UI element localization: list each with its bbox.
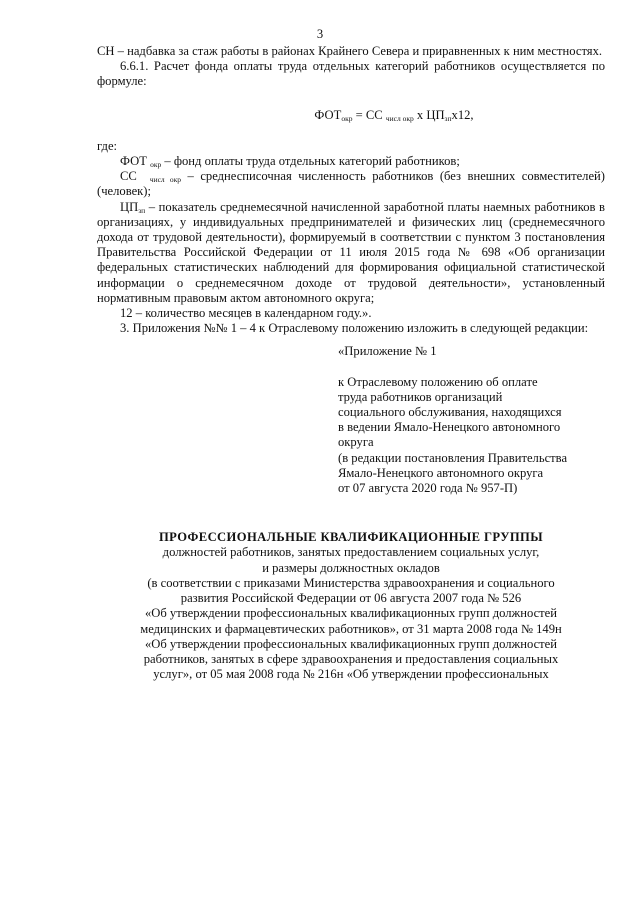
title-line: медицинских и фармацевтических работников», от 31 марта 2008 года № 149н [140,621,562,636]
title-line: развития Российской Федерации от 06 августа 2007 года № 526 [180,591,522,606]
formula-czp: ЦП [426,107,445,122]
def-fot-symbol: ФОТ [120,154,147,169]
section-title [97,530,605,682]
def-ss-sub: числ окр [149,175,182,185]
document-body [97,44,605,682]
annex-head: «Приложение № 1 [338,344,437,359]
annex-line: к Отраслевому положению об оплате [338,374,538,389]
formula-eq: = [352,107,366,122]
annex-line: труда работников организаций [338,389,503,404]
formula-tail: х12, [451,107,474,122]
title-line: (в соответствии с приказами Министерства здравоохранения и социального [147,575,555,590]
annex-line: (в редакции постановления Правительства [338,450,568,465]
def-fot-text: – фонд оплаты труда отдельных категорий работников; [161,154,460,169]
annex-line: от 07 августа 2020 года № 957-П) [338,481,518,496]
formula-czp-sub: зп [444,113,452,123]
def-czp-symbol: ЦП [120,199,139,214]
annex-line: в ведении Ямало-Ненецкого автономного [338,420,561,435]
annex-line: Ямало-Ненецкого автономного округа [338,465,544,480]
title-heading: ПРОФЕССИОНАЛЬНЫЕ КВАЛИФИКАЦИОННЫЕ ГРУППЫ [158,530,543,545]
title-line: услуг», от 05 мая 2008 года № 216н «Об утверждении профессиональных [153,667,549,682]
paragraph-months: 12 – количество месяцев в календарном году.». [120,306,372,321]
def-fot-sub: окр [150,160,162,170]
title-line: работников, занятых в сфере здравоохранения и предоставления социальных [143,651,559,666]
paragraph-where: где: [97,138,118,153]
page-number: 3 [316,27,324,41]
def-ss-symbol: СС [120,169,137,184]
formula-fot-sub: окр [341,113,353,123]
title-line: «Об утверждении профессиональных квалификационных групп должностей [144,606,558,621]
def-czp-sub: зп [138,205,146,215]
formula [97,108,605,123]
paragraph-sn: СН – надбавка за стаж работы в районах Крайнего Севера и приравненных к ним местностях. [97,44,603,58]
definition-ss [97,169,605,199]
title-line: должностей работников, занятых предоставлением социальных услуг, [162,545,540,560]
paragraph-3: 3. Приложения №№ 1 – 4 к Отраслевому положению изложить в следующей редакции: [120,321,589,336]
paragraph-6-6-1: 6.6.1. Расчет фонда оплаты труда отдельных категорий работников осуществляется по формуле: [97,59,605,89]
annex-header [338,344,605,496]
title-line: и размеры должностных окладов [262,560,440,575]
annex-line: социального обслуживания, находящихся [338,405,562,420]
formula-ss-sub: числ окр [385,113,414,123]
formula-times: х [413,107,427,122]
definition-czp [97,200,605,306]
def-ss-text: – среднесписочная численность работников (без внешних совместителей) (человек); [97,169,605,199]
def-czp-text: – показатель среднемесячной начисленной заработной платы наемных работников в организациях, у индивидуальных предпринимателей и физических лиц (среднемесячного дохода от трудовой деятельности), формируемый в соответствии с пунктом 3 постановления Правительства Российской Федерации от 11 июля 2015 года № 698 «Об организации федеральных статистических наблюдений для формирования официальной статистической информации о среднемесячном доходе от трудовой деятельности», установленный нормативным правовым актом автономного округа; [97,199,605,305]
formula-fot: ФОТ [314,107,342,122]
formula-ss: СС [365,107,383,122]
definition-fot [97,154,605,169]
annex-line: округа [338,435,374,450]
title-line: «Об утверждении профессиональных квалификационных групп должностей [144,636,558,651]
